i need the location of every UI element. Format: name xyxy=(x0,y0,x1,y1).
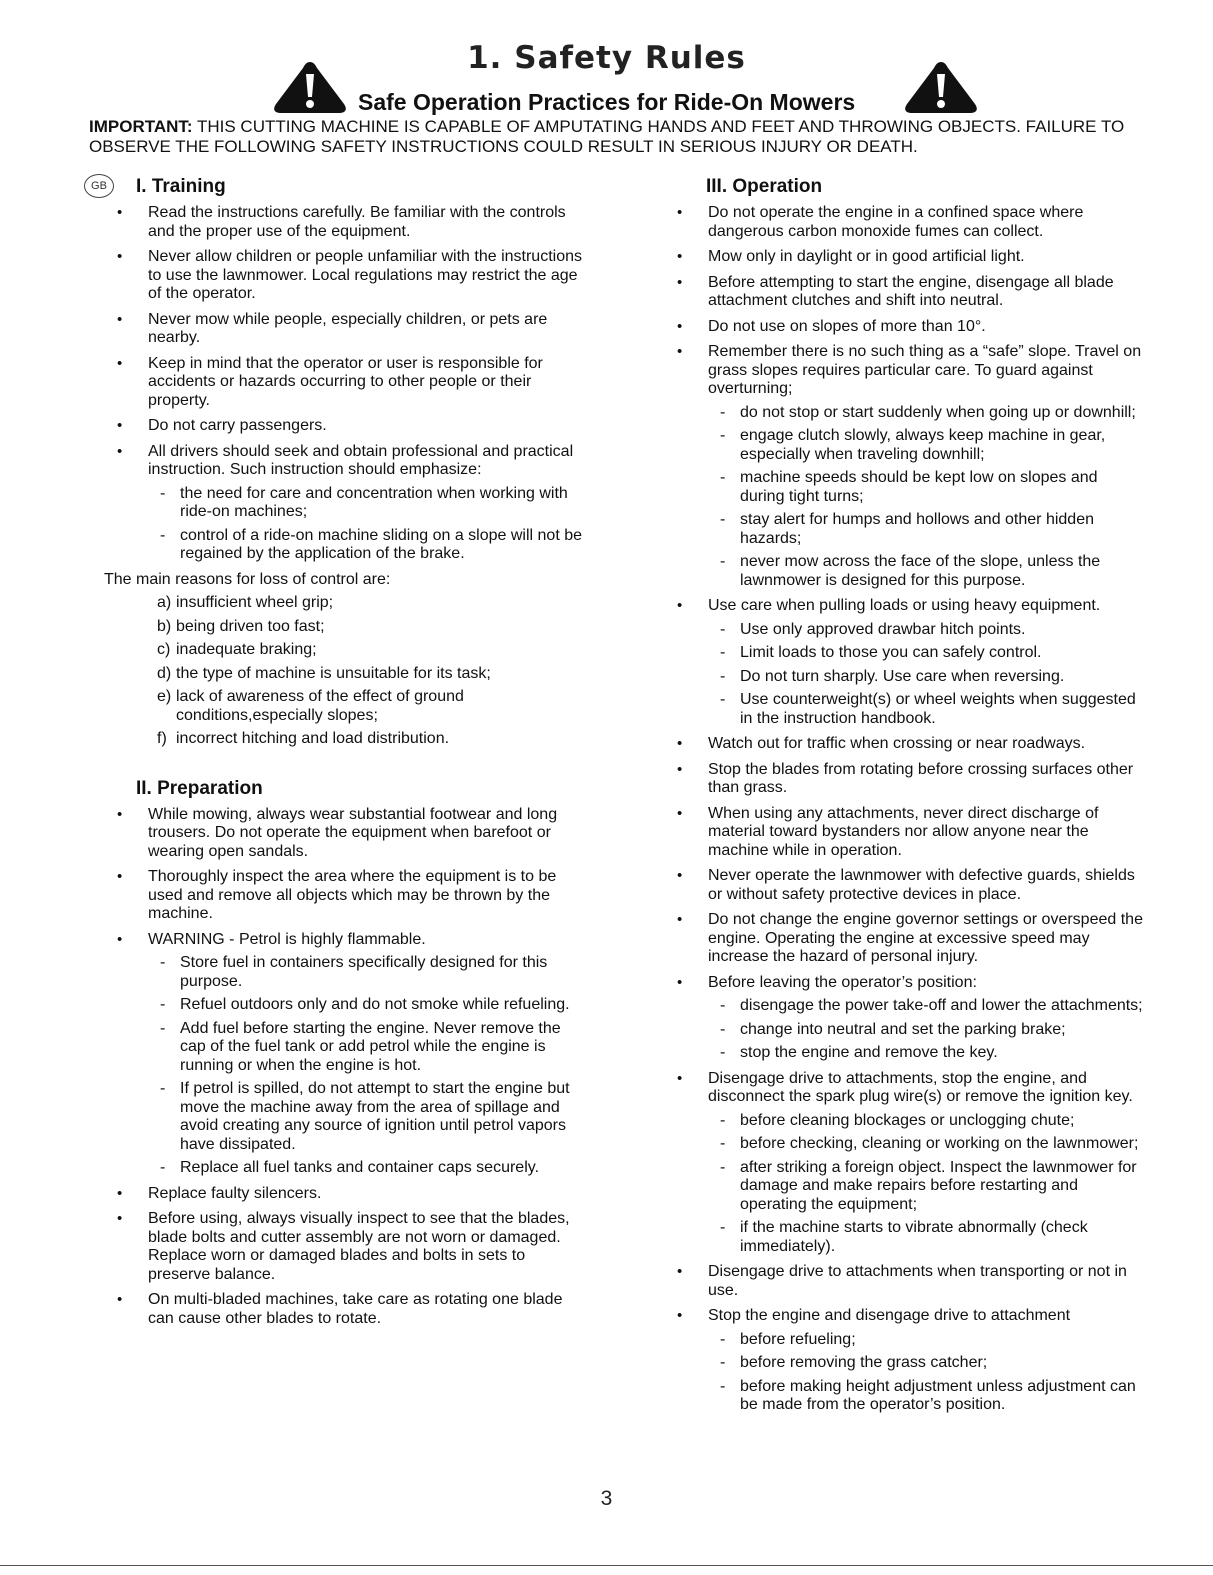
sub-list-item: - change into neutral and set the parking brake; xyxy=(708,1021,1144,1040)
sub-list xyxy=(148,954,590,1178)
list-item: • Replace faulty silencers. xyxy=(112,1185,590,1204)
reason-mark: a) xyxy=(157,594,172,611)
sub-list-item: - Limit loads to those you can safely control. xyxy=(708,644,1144,663)
reason-item xyxy=(112,594,590,613)
right-column xyxy=(672,172,1144,1422)
operation-list xyxy=(672,204,1144,1415)
sub-list-item: - before refueling; xyxy=(708,1331,1144,1350)
language-badge: GB xyxy=(84,174,114,198)
sub-list-item: - engage clutch slowly, always keep machine in gear, especially when traveling downhill; xyxy=(708,427,1144,464)
warning-triangle-icon xyxy=(903,60,979,114)
sub-list xyxy=(708,621,1144,729)
reason-item xyxy=(112,641,590,660)
reason-mark: b) xyxy=(157,617,172,635)
sub-list-item: - never mow across the face of the slope, unless the lawnmower is designed for this purpose. xyxy=(708,553,1144,590)
sub-list-item: - before cleaning blockages or unclogging chute; xyxy=(708,1112,1144,1131)
list-item: • Do not operate the engine in a confined space where dangerous carbon monoxide fumes can collect. xyxy=(672,204,1144,241)
reason-text: inadequate braking; xyxy=(176,641,317,658)
sub-list-item: - Replace all fuel tanks and container caps securely. xyxy=(148,1159,590,1178)
sub-list-item: - Use counterweight(s) or wheel weights when suggested in the instruction handbook. xyxy=(708,691,1144,728)
sub-list xyxy=(148,485,590,564)
sub-list-item: - stay alert for humps and hollows and other hidden hazards; xyxy=(708,511,1144,548)
list-item: • When using any attachments, never direct discharge of material toward bystanders nor allow anyone near the machine while in operation. xyxy=(672,805,1144,861)
sub-list-item: - if the machine starts to vibrate abnormally (check immediately). xyxy=(708,1219,1144,1256)
list-item: • Thoroughly inspect the area where the equipment is to be used and remove all objects which may be thrown by the machine. xyxy=(112,868,590,924)
reason-mark: f) xyxy=(157,730,167,747)
reason-mark: d) xyxy=(157,664,172,682)
list-item: • Do not change the engine governor settings or overspeed the engine. Operating the engine at excessive speed may increase the hazard of personal injury. xyxy=(672,911,1144,967)
sub-list-item: - Use only approved drawbar hitch points. xyxy=(708,621,1144,640)
sub-list-item: - before making height adjustment unless adjustment can be made from the operator’s position. xyxy=(708,1378,1144,1415)
sub-list-item: - Refuel outdoors only and do not smoke while refueling. xyxy=(148,996,590,1015)
list-item: • Keep in mind that the operator or user is responsible for accidents or hazards occurring to other people or their property. xyxy=(112,355,590,411)
reason-mark: c) xyxy=(157,641,171,658)
important-label: IMPORTANT: xyxy=(89,117,193,136)
sub-list-item: - before checking, cleaning or working on the lawnmower; xyxy=(708,1135,1144,1154)
reason-item xyxy=(112,688,590,725)
list-item-text: All drivers should seek and obtain professional and practical instruction. Such instruction should emphasize: xyxy=(148,442,574,478)
sub-list xyxy=(708,1112,1144,1257)
list-item-text: Remember there is no such thing as a “safe” slope. Travel on grass slopes requires particular care. To guard against overturning; xyxy=(708,343,1142,397)
list-item xyxy=(112,931,590,1178)
list-item: • Before attempting to start the engine, disengage all blade attachment clutches and shift into neutral. xyxy=(672,274,1144,311)
list-item xyxy=(112,443,590,564)
list-item: • Never allow children or people unfamiliar with the instructions to use the lawnmower. Local regulations may restrict the age of the operator. xyxy=(112,248,590,304)
list-item: • Mow only in daylight or in good artificial light. xyxy=(672,248,1144,267)
reasons-intro: The main reasons for loss of control are: xyxy=(104,570,391,588)
list-item: • Do not carry passengers. xyxy=(112,417,590,436)
preparation-list xyxy=(112,806,590,1329)
list-item xyxy=(672,343,1144,590)
list-item-text: Disengage drive to attachments, stop the engine, and disconnect the spark plug wire(s) or remove the ignition key. xyxy=(708,1069,1133,1105)
sub-list-item: - after striking a foreign object. Inspect the lawnmower for damage and make repairs before restarting and operating the equipment; xyxy=(708,1159,1144,1215)
reason-item xyxy=(112,730,590,749)
list-item: • Read the instructions carefully. Be familiar with the controls and the proper use of the equipment. xyxy=(112,204,590,241)
list-item xyxy=(672,597,1144,728)
section-heading-operation: III. Operation xyxy=(706,176,823,197)
sub-list-item: - Add fuel before starting the engine. Never remove the cap of the fuel tank or add petrol while the engine is running or when the engine is hot. xyxy=(148,1020,590,1076)
list-item xyxy=(672,1307,1144,1415)
list-item: • Stop the blades from rotating before crossing surfaces other than grass. xyxy=(672,761,1144,798)
sub-list-item: - machine speeds should be kept low on slopes and during tight turns; xyxy=(708,469,1144,506)
section-heading-training: I. Training xyxy=(136,176,226,197)
list-item: • Do not use on slopes of more than 10°. xyxy=(672,318,1144,337)
sub-list-item: - disengage the power take-off and lower the attachments; xyxy=(708,997,1144,1016)
list-item xyxy=(672,1070,1144,1257)
reason-mark: e) xyxy=(157,688,172,705)
footer-divider xyxy=(0,1565,1213,1566)
reason-text: the type of machine is unsuitable for its task; xyxy=(176,664,491,682)
reason-text: incorrect hitching and load distribution. xyxy=(176,730,450,747)
sub-list-item: - Store fuel in containers specifically designed for this purpose. xyxy=(148,954,590,991)
reason-text: being driven too fast; xyxy=(176,617,325,635)
training-list xyxy=(112,204,590,564)
reasons-list xyxy=(112,594,590,749)
list-item-text: WARNING - Petrol is highly flammable. xyxy=(148,930,426,948)
sub-list-item: - do not stop or start suddenly when going up or downhill; xyxy=(708,404,1144,423)
page-header xyxy=(0,0,1213,160)
sub-list xyxy=(708,1331,1144,1415)
sub-list xyxy=(708,404,1144,591)
list-item-text: Before leaving the operator’s position: xyxy=(708,973,977,991)
list-item: • While mowing, always wear substantial footwear and long trousers. Do not operate the equipment when barefoot or wearing open sandals. xyxy=(112,806,590,862)
list-item: • On multi-bladed machines, take care as rotating one blade can cause other blades to rotate. xyxy=(112,1291,590,1328)
important-text: THIS CUTTING MACHINE IS CAPABLE OF AMPUTATING HANDS AND FEET AND THROWING OBJECTS. FAILURE TO OBSERVE THE FOLLOWING SAFETY INSTRUCTIONS COULD RESULT IN SERIOUS INJURY OR DEATH. xyxy=(89,117,1125,156)
section-heading-preparation: II. Preparation xyxy=(136,777,263,799)
left-column xyxy=(104,172,590,1335)
list-item-text: Use care when pulling loads or using heavy equipment. xyxy=(708,597,1101,614)
page-title: 1. Safety Rules xyxy=(467,40,746,76)
sub-list-item: - Do not turn sharply. Use care when reversing. xyxy=(708,668,1144,687)
sub-list-item: - the need for care and concentration when working with ride-on machines; xyxy=(148,485,590,522)
reason-text: insufficient wheel grip; xyxy=(176,594,334,611)
list-item: • Watch out for traffic when crossing or near roadways. xyxy=(672,735,1144,754)
sub-list-item: - stop the engine and remove the key. xyxy=(708,1044,1144,1063)
sub-list-item: - before removing the grass catcher; xyxy=(708,1354,1144,1373)
reason-text: lack of awareness of the effect of ground conditions,especially slopes; xyxy=(176,688,464,724)
sub-list xyxy=(708,997,1144,1063)
list-item: • Never operate the lawnmower with defective guards, shields or without safety protective devices in place. xyxy=(672,867,1144,904)
list-item: • Never mow while people, especially children, or pets are nearby. xyxy=(112,311,590,348)
page-subtitle: Safe Operation Practices for Ride-On Mowers xyxy=(358,89,856,115)
page-number: 3 xyxy=(600,1487,613,1510)
reason-item xyxy=(112,665,590,684)
sub-list-item: - If petrol is spilled, do not attempt to start the engine but move the machine away from the area of spillage and avoid creating any source of ignition until petrol vapors have dissipated. xyxy=(148,1080,590,1154)
sub-list-item: - control of a ride-on machine sliding on a slope will not be regained by the application of the brake. xyxy=(148,527,590,564)
reason-item xyxy=(112,618,590,637)
list-item: • Disengage drive to attachments when transporting or not in use. xyxy=(672,1263,1144,1300)
important-notice xyxy=(89,117,1159,157)
list-item: • Before using, always visually inspect to see that the blades, blade bolts and cutter assembly are not worn or damaged. Replace worn or damaged blades and bolts in sets to preserve balance. xyxy=(112,1210,590,1284)
list-item xyxy=(672,974,1144,1063)
list-item-text: Stop the engine and disengage drive to attachment xyxy=(708,1307,1071,1324)
